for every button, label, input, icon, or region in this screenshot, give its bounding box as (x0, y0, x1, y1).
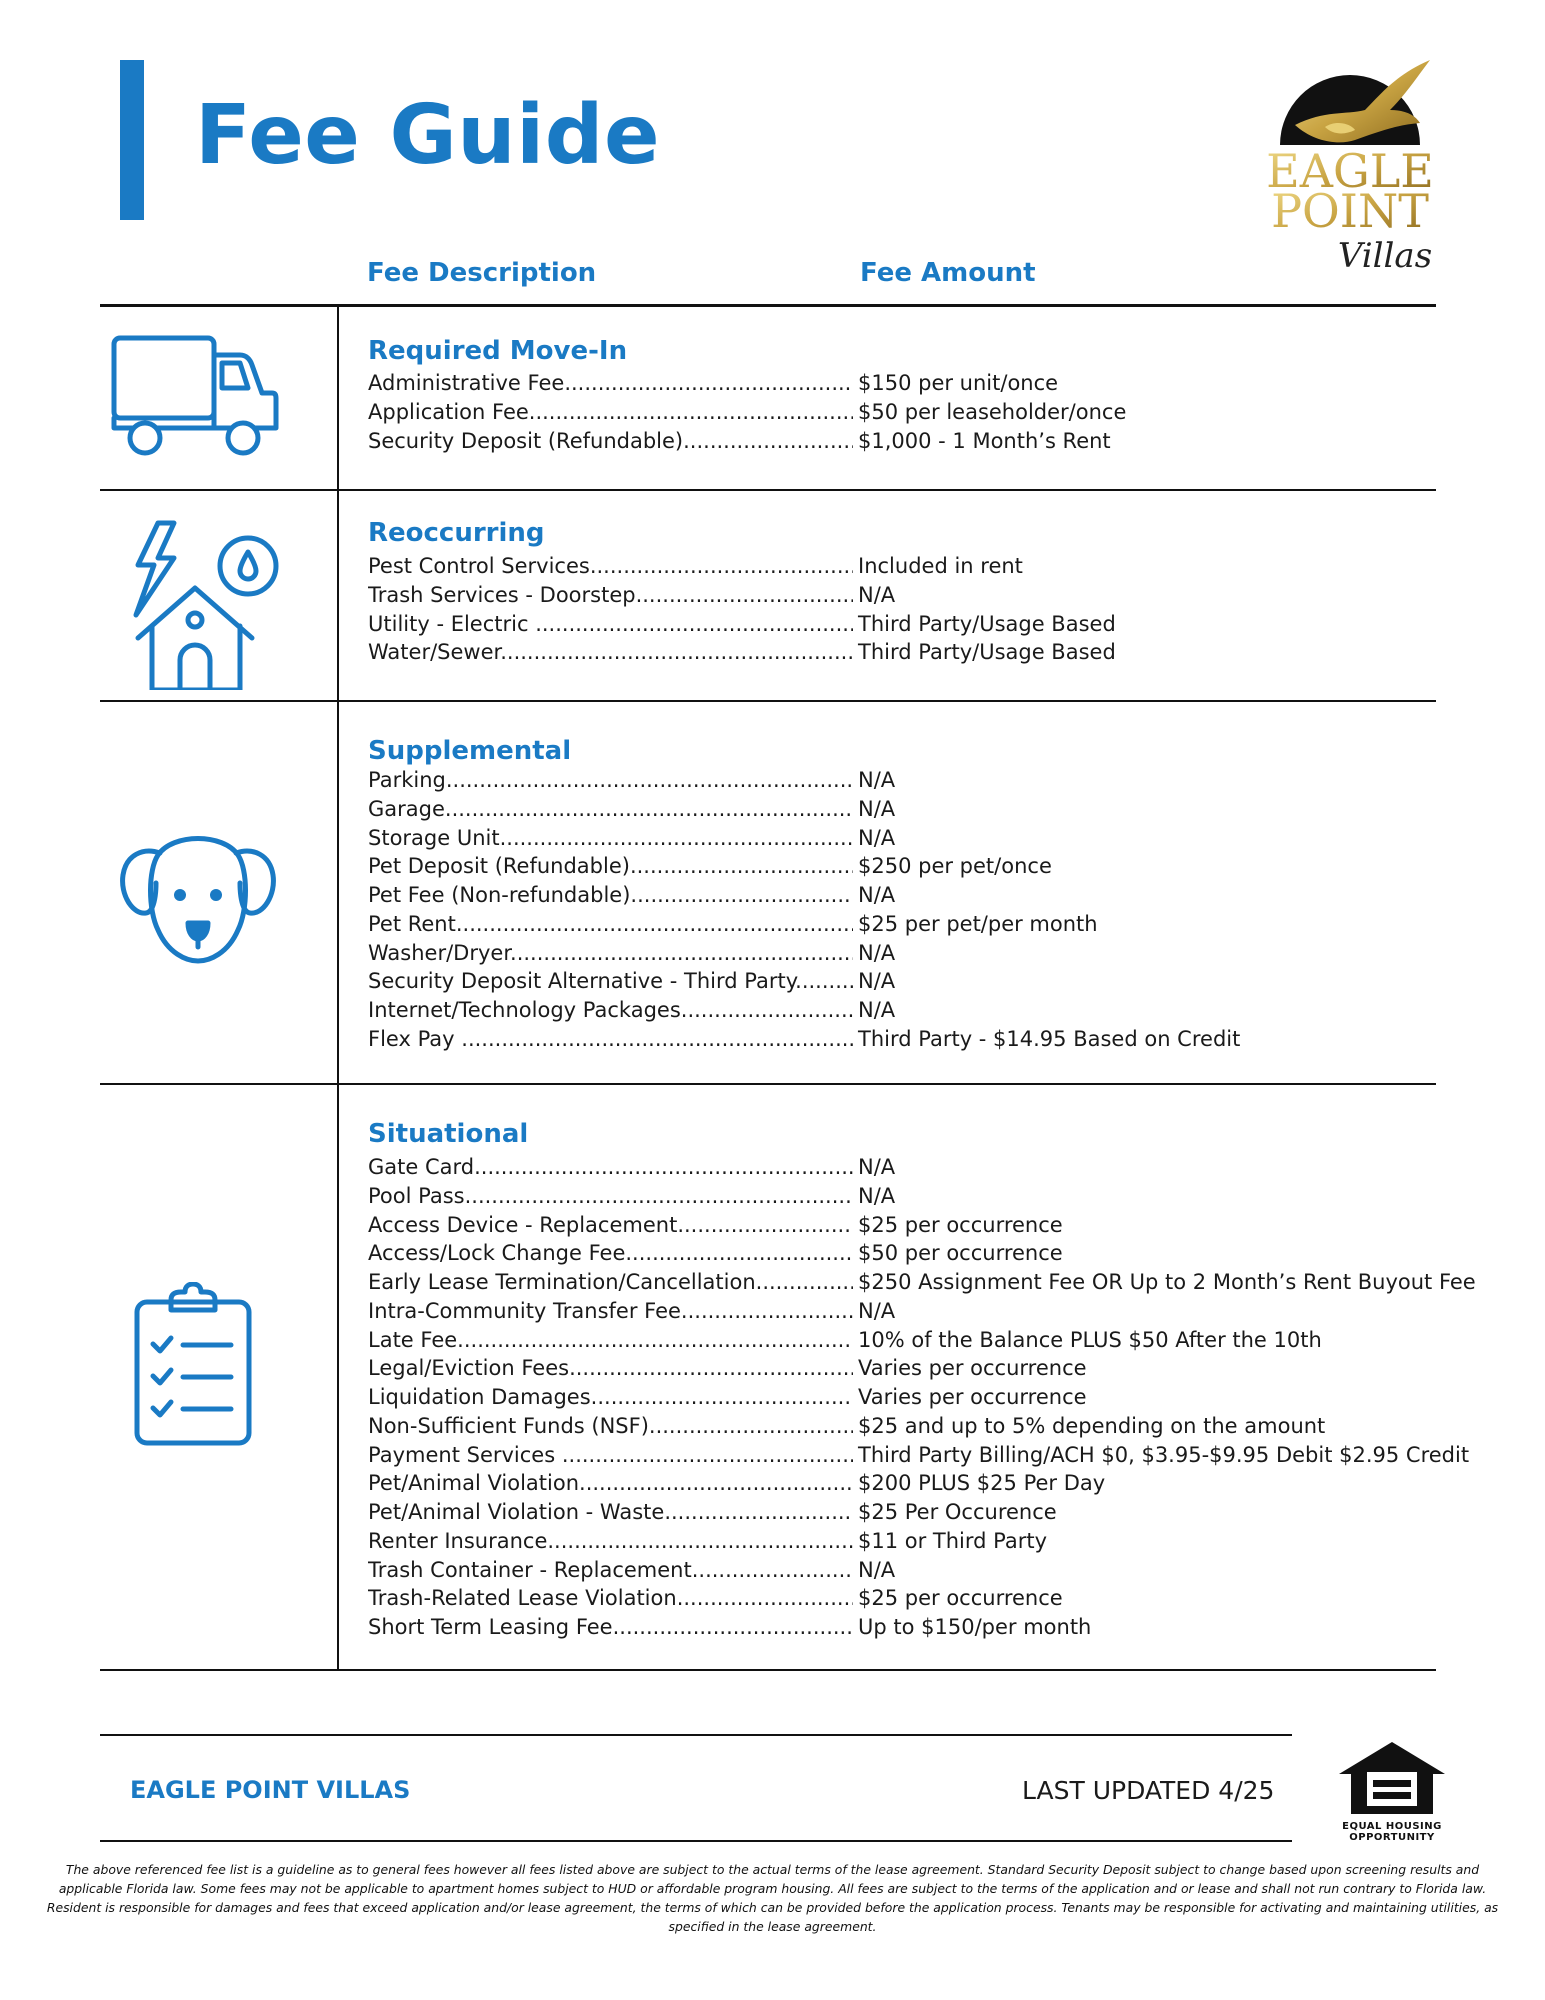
fee-amount: $50 per leaseholder/once (858, 399, 1127, 424)
fee-amount: Varies per occurrence (858, 1385, 1087, 1409)
table-row (368, 1586, 1518, 1615)
fee-amount: $250 per pet/once (858, 854, 1052, 879)
fee-amount: N/A (858, 1557, 896, 1582)
fee-description: Parking ..... (368, 768, 853, 792)
table-row (368, 1500, 1518, 1529)
footer-last-updated: LAST UPDATED 4/25 (1022, 1776, 1275, 1805)
table-row (368, 1414, 1518, 1443)
fee-list-supplemental (368, 768, 1518, 1056)
fee-description: Pool Pass ..... (368, 1184, 853, 1208)
fee-description: Water/Sewer ..... (368, 640, 853, 664)
fee-description: Renter Insurance ..... (368, 1529, 853, 1553)
fee-amount: N/A (858, 940, 896, 965)
fee-amount: $25 per pet/per month (858, 911, 1098, 936)
table-row (368, 583, 1518, 612)
eho-line1: EQUAL HOUSING (1342, 1821, 1442, 1832)
fee-amount: $25 per occurrence (858, 1212, 1063, 1237)
fee-amount: Third Party - $14.95 Based on Credit (858, 1026, 1241, 1051)
table-row (368, 1213, 1518, 1242)
fee-description: Short Term Leasing Fee ..... (368, 1615, 853, 1639)
fee-amount: N/A (858, 969, 896, 994)
fee-description: Pet/Animal Violation ..... (368, 1471, 853, 1495)
fee-description: Pet Fee (Non-refundable) ..... (368, 883, 853, 907)
fee-amount: N/A (858, 1183, 896, 1208)
section-divider (100, 489, 1436, 491)
fee-amount: N/A (858, 825, 896, 850)
table-row (368, 797, 1518, 826)
table-row (368, 640, 1518, 669)
fee-amount: $25 Per Occurence (858, 1500, 1057, 1524)
table-row (368, 1471, 1518, 1500)
fee-amount: N/A (858, 998, 896, 1022)
table-row (368, 826, 1518, 855)
column-header-amount: Fee Amount (860, 258, 1036, 288)
fee-amount: $250 Assignment Fee OR Up to 2 Month’s Rent Buyout Fee (858, 1270, 1476, 1294)
logo-line3: Villas (1337, 236, 1433, 276)
fee-description: Non-Sufficient Funds (NSF) ..... (368, 1414, 853, 1438)
fee-amount: Third Party/Usage Based (858, 640, 1116, 665)
table-row (368, 1385, 1518, 1414)
table-row (368, 854, 1518, 883)
equal-housing-house-icon (1337, 1738, 1447, 1816)
eagle-point-logo (1255, 55, 1445, 285)
fee-description: Flex Pay ..... (368, 1027, 853, 1051)
fee-description: Washer/Dryer ..... (368, 941, 853, 965)
fee-amount: N/A (858, 768, 896, 792)
section-divider (100, 1083, 1436, 1085)
footer-top-rule (100, 1734, 1292, 1736)
fee-description: Pet Rent ..... (368, 912, 853, 936)
fee-description: Gate Card ..... (368, 1155, 853, 1179)
table-row (368, 969, 1518, 998)
table-row (368, 1328, 1518, 1357)
table-row (368, 1529, 1518, 1558)
section-title-situational: Situational (368, 1119, 529, 1149)
equal-housing-logo (1337, 1738, 1447, 1843)
fee-description: Access/Lock Change Fee ..... (368, 1241, 853, 1265)
table-row (368, 1615, 1518, 1644)
section-title-supplemental: Supplemental (368, 736, 572, 766)
fee-description: Trash Services - Doorstep ..... (368, 583, 853, 607)
table-row (368, 1270, 1518, 1299)
table-top-rule (100, 304, 1436, 307)
table-row (368, 1027, 1518, 1056)
fee-description: Liquidation Damages ..... (368, 1385, 853, 1409)
title-accent-bar (120, 60, 144, 220)
fee-amount: N/A (858, 1155, 896, 1179)
fee-description: Legal/Eviction Fees ..... (368, 1356, 853, 1380)
fee-amount: Third Party/Usage Based (858, 611, 1116, 636)
table-row (368, 1184, 1518, 1213)
table-row (368, 554, 1518, 583)
fee-amount: $150 per unit/once (858, 371, 1059, 395)
fee-amount: N/A (858, 1298, 896, 1323)
table-row (368, 1443, 1518, 1472)
fee-description: Internet/Technology Packages ..... (368, 998, 853, 1022)
table-row (368, 371, 1518, 400)
fee-amount: N/A (858, 883, 896, 907)
fee-amount: Up to $150/per month (858, 1615, 1092, 1639)
fee-list-reoccurring (368, 554, 1518, 669)
fee-amount: N/A (858, 796, 896, 821)
fee-amount: 10% of the Balance PLUS $50 After the 10th (858, 1327, 1322, 1352)
fee-amount: $11 or Third Party (858, 1528, 1048, 1553)
table-row (368, 912, 1518, 941)
fee-description: Intra-Community Transfer Fee ..... (368, 1299, 853, 1323)
table-row (368, 1155, 1518, 1184)
fee-amount: Included in rent (858, 554, 1023, 578)
logo-line1: EAGLE (1266, 144, 1434, 198)
table-row (368, 1241, 1518, 1270)
fee-list-required-move-in (368, 371, 1518, 457)
fee-amount: Third Party Billing/ACH $0, $3.95-$9.95 Debit $2.95 Credit (858, 1442, 1470, 1467)
table-row (368, 429, 1518, 458)
fee-amount: $200 PLUS $25 Per Day (858, 1471, 1106, 1496)
fee-description: Storage Unit ..... (368, 826, 853, 850)
page-title: Fee Guide (195, 88, 661, 183)
table-row (368, 612, 1518, 641)
eho-line2: OPPORTUNITY (1349, 1832, 1435, 1843)
table-column-divider (337, 306, 339, 1671)
fee-description: Trash Container - Replacement ..... (368, 1558, 853, 1582)
fee-description: Trash-Related Lease Violation ..... (368, 1586, 853, 1610)
truck-icon (110, 333, 280, 458)
legal-disclaimer: The above referenced fee list is a guideline as to general fees however all fees listed above are subject to the actual terms of the lease agreement. Standard Security Deposit subject to change based upon screening results and applicable Florida law. Some fees may not be applicable to apartment homes subject to HUD or affordable program housing. All fees are subject to the terms of the application and or lease and shall not run contrary to Florida law. Resident is responsible for damages and fees that exceed application and/or lease agreement, the terms of which can be provided before the application process. Tenants may be responsible for activating and maintaining utilities, as specified in the lease agreement. (46, 1862, 1499, 1934)
fee-amount: N/A (858, 582, 896, 607)
table-row (368, 883, 1518, 912)
fee-amount: $1,000 - 1 Month’s Rent (858, 428, 1111, 453)
fee-description: Garage ..... (368, 797, 853, 821)
fee-amount: Varies per occurrence (858, 1356, 1087, 1381)
section-title-required-move-in: Required Move-In (368, 336, 628, 366)
table-row (368, 768, 1518, 797)
table-bottom-rule (100, 1669, 1436, 1671)
column-header-description: Fee Description (367, 258, 597, 288)
table-row (368, 941, 1518, 970)
fee-description: Application Fee ..... (368, 400, 853, 424)
clipboard-checklist-icon (133, 1282, 253, 1447)
fee-amount: $50 per occurrence (858, 1241, 1063, 1266)
fee-description: Late Fee ..... (368, 1328, 853, 1352)
fee-description: Pet Deposit (Refundable) ..... (368, 854, 853, 878)
fee-description: Security Deposit (Refundable) ..... (368, 429, 853, 453)
house-utilities-icon (130, 520, 280, 690)
table-row (368, 1558, 1518, 1587)
fee-description: Pest Control Services ..... (368, 554, 853, 578)
fee-amount: $25 and up to 5% depending on the amount (858, 1413, 1326, 1438)
fee-description: Payment Services ..... (368, 1443, 853, 1467)
table-row (368, 400, 1518, 429)
dog-icon (118, 825, 278, 965)
section-title-reoccurring: Reoccurring (368, 518, 545, 548)
table-row (368, 998, 1518, 1027)
fee-amount: $25 per occurrence (858, 1586, 1063, 1611)
section-divider (100, 700, 1436, 702)
fee-description: Utility - Electric ..... (368, 612, 853, 636)
fee-list-situational (368, 1155, 1518, 1644)
fee-description: Security Deposit Alternative - Third Party ..... (368, 969, 853, 993)
logo-line2: POINT (1271, 184, 1429, 238)
fee-description: Administrative Fee ..... (368, 371, 853, 395)
footer-property-name: EAGLE POINT VILLAS (130, 1776, 411, 1804)
table-row (368, 1299, 1518, 1328)
table-row (368, 1356, 1518, 1385)
fee-description: Access Device - Replacement ..... (368, 1213, 853, 1237)
fee-description: Early Lease Termination/Cancellation ..... (368, 1270, 853, 1294)
fee-description: Pet/Animal Violation - Waste ..... (368, 1500, 853, 1524)
footer-bottom-rule (100, 1840, 1292, 1842)
